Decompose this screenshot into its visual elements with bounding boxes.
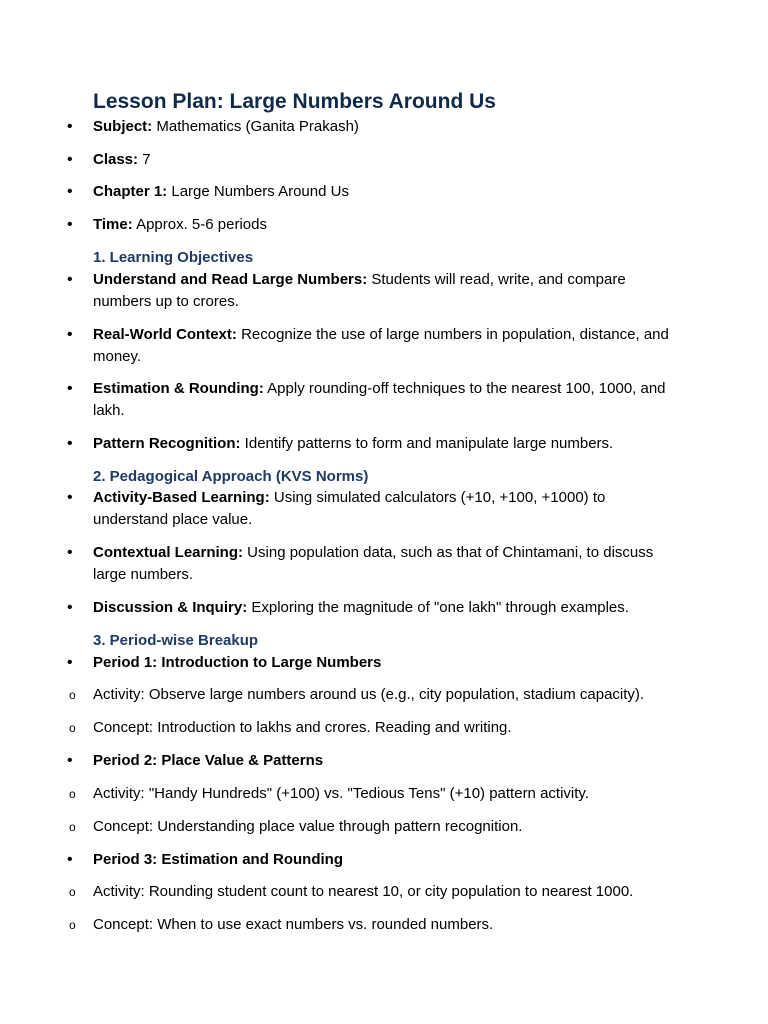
list-item-text [93,214,683,236]
page-title: Lesson Plan: Large Numbers Around Us [93,90,496,113]
bullet-icon: • [67,851,73,868]
sub-list-item-text: Concept: Understanding place value through pattern recognition. [93,818,523,835]
period-label: Period 2: Place Value & Patterns [93,752,324,769]
bullet-icon: • [67,151,73,168]
bullet-icon: • [67,435,73,452]
bullet-icon: • [67,271,73,288]
list-item-text [93,378,683,422]
item-label: Chapter 1: [93,183,168,200]
sub-list-item-text: Concept: When to use exact numbers vs. rounded numbers. [93,916,494,933]
list-item-text [93,116,683,138]
item-text: 7 [138,151,151,168]
item-text: Apply rounding-off techniques to the nearest 100, 1000, and lakh. [93,380,666,419]
bullet-icon: • [67,599,73,616]
item-label: Activity-Based Learning: [93,489,270,506]
item-text: Using population data, such as that of Chintamani, to discuss large numbers. [93,544,654,583]
sub-list-item-text: Activity: Rounding student count to nearest 10, or city population to nearest 1000. [93,883,634,900]
item-label: Discussion & Inquiry: [93,599,248,616]
bullet-icon: • [67,326,73,343]
bullet-icon: • [67,183,73,200]
bullet-icon: • [67,654,73,671]
item-text: Exploring the magnitude of "one lakh" through examples. [247,599,629,616]
circle-bullet-icon: o [69,688,76,702]
item-label: Pattern Recognition: [93,435,241,452]
section-heading-learning-objectives: 1. Learning Objectives [93,249,254,266]
item-label: Understand and Read Large Numbers: [93,271,368,288]
list-item-text [93,542,683,586]
list-item-text [93,597,683,619]
item-text: Approx. 5-6 periods [132,216,267,233]
item-label: Contextual Learning: [93,544,244,561]
list-item-text [93,324,683,368]
item-label: Real-World Context: [93,326,237,343]
section-heading-period-breakup: 3. Period-wise Breakup [93,632,259,649]
period-label: Period 3: Estimation and Rounding [93,851,344,868]
bullet-icon: • [67,380,73,397]
section-heading-pedagogical-approach: 2. Pedagogical Approach (KVS Norms) [93,468,369,485]
item-label: Time: [93,216,133,233]
sub-list-item-text: Activity: Observe large numbers around us (e.g., city population, stadium capacity). [93,686,645,703]
list-item-text [93,181,683,203]
item-label: Subject: [93,118,153,135]
circle-bullet-icon: o [69,721,76,735]
circle-bullet-icon: o [69,787,76,801]
item-text: Recognize the use of large numbers in population, distance, and money. [93,326,669,365]
item-text: Mathematics (Ganita Prakash) [152,118,359,135]
item-text: Students will read, write, and compare numbers up to crores. [93,271,626,310]
sub-list-item-text: Concept: Introduction to lakhs and crores. Reading and writing. [93,719,512,736]
bullet-icon: • [67,752,73,769]
item-label: Estimation & Rounding: [93,380,264,397]
bullet-icon: • [67,544,73,561]
circle-bullet-icon: o [69,820,76,834]
item-text: Identify patterns to form and manipulate large numbers. [240,435,614,452]
list-item-text [93,149,683,171]
item-label: Class: [93,151,139,168]
list-item-text [93,433,683,455]
circle-bullet-icon: o [69,885,76,899]
period-label: Period 1: Introduction to Large Numbers [93,654,382,671]
item-text: Using simulated calculators (+10, +100, +1000) to understand place value. [93,489,606,528]
bullet-icon: • [67,489,73,506]
sub-list-item-text: Activity: "Handy Hundreds" (+100) vs. "Tedious Tens" (+10) pattern activity. [93,785,589,802]
list-item-text [93,487,683,531]
bullet-icon: • [67,118,73,135]
list-item-text [93,269,683,313]
item-text: Large Numbers Around Us [167,183,349,200]
bullet-icon: • [67,216,73,233]
circle-bullet-icon: o [69,918,76,932]
